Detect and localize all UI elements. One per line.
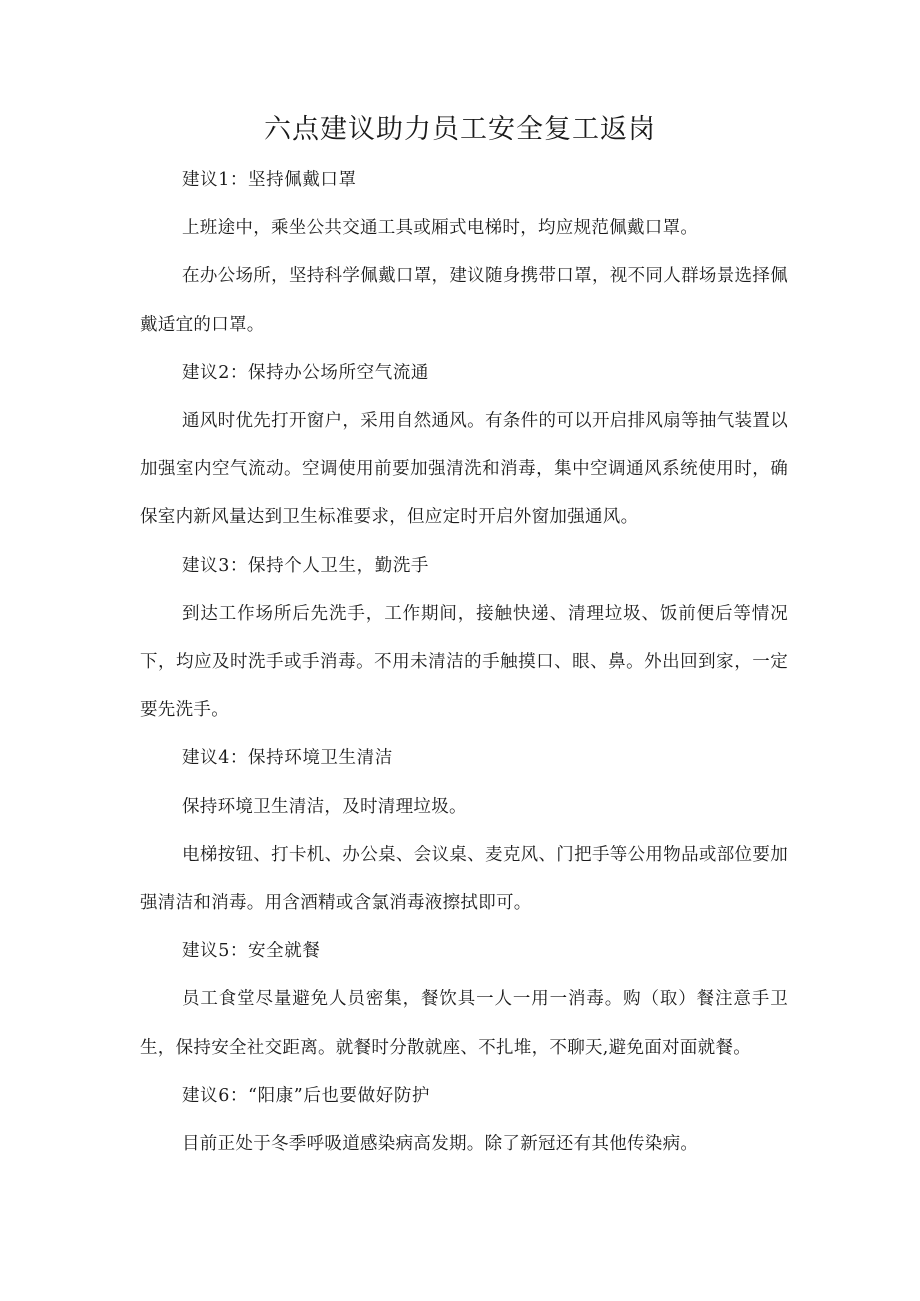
section-heading-5: 建议5：安全就餐 [182, 941, 321, 962]
paragraph: 员工食堂尽量避免人员密集，餐饮具一人一用一消毒。购（取）餐注意手卫生，保持安全社交距离。就餐时分散就座、不扎堆，不聊天,避免面对面就餐。 [140, 989, 788, 1058]
section-heading-4: 建议4：保持环境卫生清洁 [182, 748, 393, 769]
paragraph: 到达工作场所后先洗手，工作期间，接触快递、清理垃圾、饭前便后等情况下，均应及时洗手或手消毒。不用未清洁的手触摸口、眼、鼻。外出回到家，一定要先洗手。 [140, 603, 788, 721]
paragraph: 在办公场所，坚持科学佩戴口罩，建议随身携带口罩，视不同人群场景选择佩戴适宜的口罩。 [140, 266, 788, 335]
section-heading-6: 建议6：“阳康”后也要做好防护 [182, 1085, 431, 1106]
paragraph: 保持环境卫生清洁，及时清理垃圾。 [182, 796, 467, 817]
section-heading-3: 建议3：保持个人卫生，勤洗手 [182, 555, 430, 576]
paragraph: 电梯按钮、打卡机、办公桌、会议桌、麦克风、门把手等公用物品或部位要加强清洁和消毒。用含酒精或含氯消毒液擦拭即可。 [140, 844, 788, 914]
section-heading-2: 建议2：保持办公场所空气流通 [182, 362, 430, 383]
paragraph: 目前正处于冬季呼吸道感染病高发期。除了新冠还有其他传染病。 [182, 1134, 699, 1155]
paragraph: 上班途中，乘坐公共交通工具或厢式电梯时，均应规范佩戴口罩。 [182, 218, 699, 239]
document-title: 六点建议助力员工安全复工返岗 [264, 114, 656, 145]
document-body [140, 156, 788, 1168]
section-heading-1: 建议1：坚持佩戴口罩 [182, 170, 357, 190]
paragraph: 通风时优先打开窗户，采用自然通风。有条件的可以开启排风扇等抽气装置以加强室内空气流动。空调使用前要加强清洗和消毒，集中空调通风系统使用时，确保室内新风量达到卫生标准要求，但应定时开启外窗加强通风。 [140, 411, 788, 528]
